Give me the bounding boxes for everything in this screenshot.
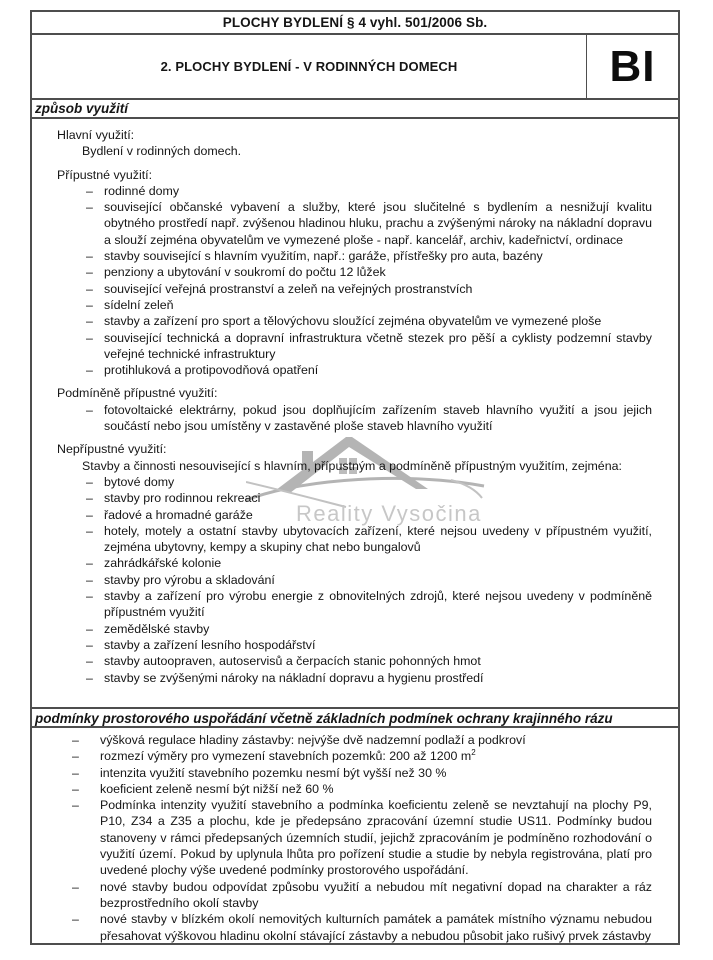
bullet-dash: – xyxy=(72,765,79,780)
bullet-item xyxy=(57,555,652,571)
bullet-list xyxy=(57,402,652,435)
bullet-item xyxy=(57,670,652,686)
bullet-dash: – xyxy=(86,183,93,198)
zoning-regulation-table xyxy=(30,10,680,945)
bullet-item xyxy=(72,748,652,764)
bullet-text: hotely, motely a ostatní stavby ubytovacích zařízení, které nejsou uvedeny v přípustném využití, zejména ubytovny, kempy a skupiny chat nebo bungalovů xyxy=(104,523,652,555)
bullet-dash: – xyxy=(86,474,93,489)
bullet-dash: – xyxy=(72,749,79,764)
bullet-dash: – xyxy=(86,491,93,506)
usage-section xyxy=(57,441,652,685)
bullet-item xyxy=(57,362,652,378)
subtitle-row xyxy=(32,35,678,100)
section-paragraph: Bydlení v rodinných domech. xyxy=(82,144,242,159)
bullet-text: výšková regulace hladiny zástavby: nejvýše dvě nadzemní podlaží a podkroví xyxy=(100,733,526,747)
bullet-dash: – xyxy=(86,523,93,538)
section-label: Hlavní využití: xyxy=(57,128,135,142)
bullet-item xyxy=(57,281,652,297)
usage-section xyxy=(57,385,652,434)
bullet-item xyxy=(57,637,652,653)
bullet-item xyxy=(72,879,652,912)
band-conditions-header: podmínky prostorového uspořádání včetně základních podmínek ochrany krajinného rázu xyxy=(32,707,678,728)
bullet-text: nové stavby budou odpovídat způsobu využití a nebudou mít negativní dopad na charakter a ráz bezprostředního okolí stavby xyxy=(100,879,652,910)
bullet-list xyxy=(57,474,652,686)
bullet-text: penziony a ubytování v soukromí do počtu 12 lůžek xyxy=(104,265,386,280)
bullet-item xyxy=(57,248,652,264)
section-paragraph: Stavby a činnosti nesouvisející s hlavním, přípustným a podmíněně přípustným využitím, zejména: xyxy=(82,458,622,473)
bullet-text: stavby související s hlavním využitím, např.: garáže, přístřešky pro auta, bazény xyxy=(104,249,543,264)
bullet-item xyxy=(57,572,652,588)
bullet-dash: – xyxy=(72,781,79,796)
bullet-text: rozmezí výměry pro vymezení stavebních pozemků: 200 až 1200 $m^2$ xyxy=(100,748,476,764)
bullet-item xyxy=(57,330,652,363)
bullet-dash: – xyxy=(86,402,93,417)
bullet-item xyxy=(72,911,652,944)
bullet-dash: – xyxy=(86,654,93,669)
bullet-dash: – xyxy=(86,572,93,587)
bullet-text: Podmínka intenzity využití stavebního a podmínka koeficientu zeleně se nevztahují na plochy P9, P10, Z34 a Z35 a plochu, kde je předepsáno zpracování územní studie US11. Podmínky budou stanoveny v rámci předepsaných územních studií, jejichž zpracováním je podmíněno rozhodování o využití území. Pokud by uplynula lhůta pro pořízení studie a studie by nebyla registrována, platí pro uvedené plochy výše uvedené podmínky prostorového uspořádání. xyxy=(100,798,652,878)
bullet-text: protihluková a protipovodňová opatření xyxy=(104,363,319,378)
band-usage-header: způsob využití xyxy=(32,100,678,119)
bullet-text: související občanské vybavení a služby, které jsou slučitelné s bydlením a nesnižují kvalitu obytného prostředí např. zvýšenou hladinou hluku, prachu a zvýšenými nároky na nákladní dopravu a slouží zejména obyvatelům ve vymezené ploše - např. kancelář, archiv, kadeřnictví, ordinace xyxy=(104,200,652,247)
bullet-dash: – xyxy=(86,281,93,296)
bullet-item xyxy=(72,765,652,781)
bullet-dash: – xyxy=(86,621,93,636)
bullet-text: stavby a zařízení lesního hospodářství xyxy=(104,637,316,652)
section-label: Nepřípustné využití: xyxy=(57,442,167,457)
bullet-item xyxy=(72,797,652,878)
conditions-list xyxy=(72,732,652,944)
bullet-text: stavby autoopraven, autoservisů a čerpacích stanic pohonných hmot xyxy=(104,654,481,669)
bullet-dash: – xyxy=(86,330,93,345)
bullet-item xyxy=(57,297,652,313)
bullet-item xyxy=(57,264,652,280)
bullet-dash: – xyxy=(86,589,93,604)
bullet-dash: – xyxy=(86,200,93,215)
bullet-item xyxy=(57,621,652,637)
bullet-text: související veřejná prostranství a zeleň na veřejných prostranstvích xyxy=(104,281,473,296)
usage-section xyxy=(57,167,652,379)
bullet-item xyxy=(57,588,652,621)
bullet-text: nové stavby v blízkém okolí nemovitých kulturních památek a památek místního významu nebudou přesahovat výškovou hladinu okolní stávající zástavby a nebudou působit jako rušivý prvek zástavby xyxy=(100,912,652,943)
bullet-item xyxy=(72,781,652,797)
bullet-dash: – xyxy=(86,637,93,652)
bullet-text: zahrádkářské kolonie xyxy=(104,556,222,571)
bullet-text: koeficient zeleně nesmí být nižší než 60 % xyxy=(100,781,334,796)
bullet-item xyxy=(57,653,652,669)
section-label: Podmíněně přípustné využití: xyxy=(57,386,218,401)
bullet-item xyxy=(72,732,652,748)
bullet-dash: – xyxy=(86,363,93,378)
bullet-dash: – xyxy=(86,265,93,280)
bullet-item xyxy=(57,490,652,506)
bullet-text: související technická a dopravní infrastruktura včetně stezek pro pěší a cyklisty podzemní stavby veřejné technické infrastruktury xyxy=(104,330,652,361)
superscript: 2 xyxy=(471,748,476,758)
bullet-text: stavby a zařízení pro sport a tělovýchovu sloužící zejména obyvatelům ve vymezené ploše xyxy=(104,314,602,329)
bullet-dash: – xyxy=(72,733,79,747)
bullet-dash: – xyxy=(86,314,93,329)
bullet-text: řadové a hromadné garáže xyxy=(104,507,253,522)
bullet-dash: – xyxy=(86,670,93,685)
bullet-item xyxy=(57,507,652,523)
watermark-text: Reality Vysočina xyxy=(296,501,482,526)
document-title: PLOCHY BYDLENÍ § 4 vyhl. 501/2006 Sb. xyxy=(32,12,678,35)
bullet-text: sídelní zeleň xyxy=(104,297,174,312)
bullet-list xyxy=(57,183,652,379)
bullet-text: stavby pro výrobu a skladování xyxy=(104,572,275,587)
bullet-dash: – xyxy=(72,798,79,813)
bullet-item xyxy=(57,402,652,435)
bullet-item xyxy=(57,183,652,199)
bullet-dash: – xyxy=(86,507,93,522)
bullet-dash: – xyxy=(72,879,79,894)
section-label: Přípustné využití: xyxy=(57,167,153,182)
bullet-dash: – xyxy=(86,297,93,312)
bullet-dash: – xyxy=(86,556,93,571)
usage-content xyxy=(32,119,678,707)
section-title: 2. PLOCHY BYDLENÍ - V RODINNÝCH DOMECH xyxy=(160,59,458,74)
bullet-text: rodinné domy xyxy=(104,183,180,198)
bullet-text: stavby pro rodinnou rekreaci xyxy=(104,491,261,506)
conditions-content xyxy=(32,728,678,943)
bullet-dash: – xyxy=(86,249,93,264)
bullet-text: stavby a zařízení pro výrobu energie z obnovitelných zdrojů, které nejsou uvedeny v podmíněně přípustném využití xyxy=(104,589,652,620)
zone-code-badge: BI xyxy=(586,35,678,98)
bullet-text: bytové domy xyxy=(104,474,175,489)
bullet-text: intenzita využití stavebního pozemku nesmí být vyšší než 30 % xyxy=(100,765,447,780)
bullet-text: stavby se zvýšenými nároky na nákladní dopravu a hygienu prostředí xyxy=(104,670,484,685)
usage-section xyxy=(57,127,652,160)
bullet-item xyxy=(57,523,652,556)
bullet-dash: – xyxy=(72,912,79,927)
bullet-item xyxy=(57,474,652,490)
bullet-item xyxy=(57,199,652,248)
bullet-text: fotovoltaické elektrárny, pokud jsou doplňujícím zařízením staveb hlavního využití a jsou jejich součástí nebo jsou umístěny v zastavěné ploše staveb hlavního využití xyxy=(104,402,652,434)
bullet-item xyxy=(57,313,652,329)
bullet-text: zemědělské stavby xyxy=(104,621,210,636)
